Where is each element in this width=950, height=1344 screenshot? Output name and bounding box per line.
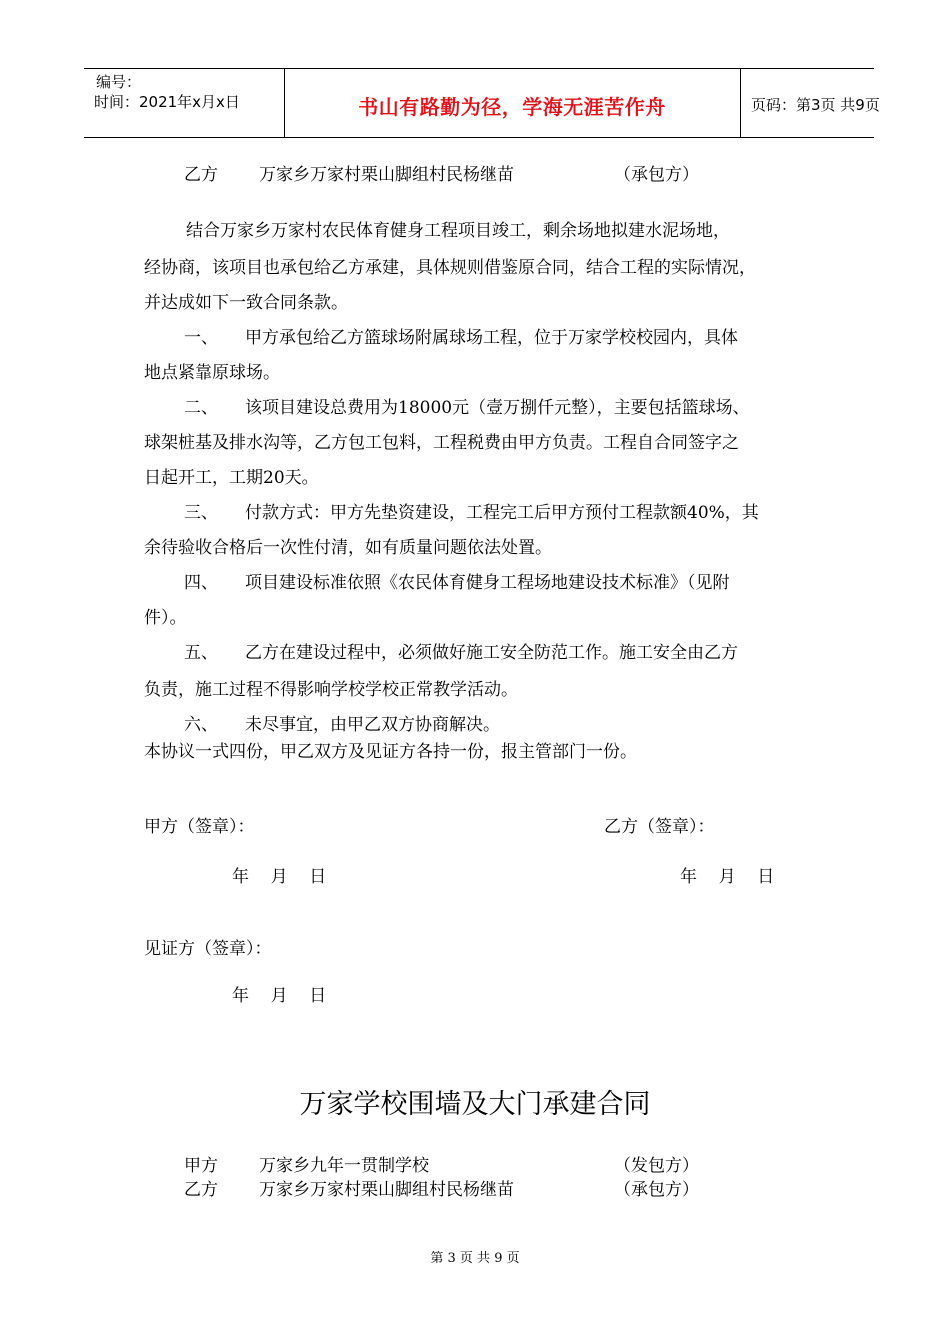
clause-text: 未尽事宜，由甲乙双方协商解决。 (245, 715, 500, 735)
clause-text: 球架桩基及排水沟等，乙方包工包料，工程税费由甲方负责。工程自合同签字之 (144, 433, 739, 453)
party-b-name: 万家乡万家村栗山脚组村民杨继苗 (259, 165, 514, 185)
party-b-role: （承包方） (614, 165, 699, 185)
party-b-signature-label: 乙方（签章）： (604, 817, 715, 837)
clause-text: 负责，施工过程不得影响学校学校正常教学活动。 (144, 680, 518, 700)
clause-number: 一、 (184, 328, 218, 348)
party-b-label: 乙方 (184, 165, 218, 185)
header-motto-cell (284, 69, 741, 137)
party-a-label: 甲方 (184, 1156, 218, 1176)
clause-number: 二、 (184, 398, 218, 418)
page-footer: 第 3 页 共 9 页 (430, 1251, 520, 1266)
header-page-label: 页码：第3页 共9页 (751, 96, 880, 114)
clause-text: 付款方式：甲方先垫资建设，工程完工后甲方预付工程款额40%，其 (245, 503, 759, 523)
clause-number: 六、 (184, 715, 218, 735)
party-a-role: （发包方） (614, 1156, 699, 1176)
header-motto: 书山有路勤为径，学海无涯苦作舟 (358, 95, 666, 119)
party-a-name: 万家乡九年一贯制学校 (259, 1156, 429, 1176)
party-b-date: 年 月 日 (680, 867, 775, 887)
intro-line: 经协商，该项目也承包给乙方承建，具体规则借鉴原合同，结合工程的实际情况， (144, 258, 756, 278)
party-a-signature-label: 甲方（签章）： (144, 817, 255, 837)
page-header (84, 68, 880, 138)
clause-number: 四、 (184, 573, 218, 593)
party-a-date: 年 月 日 (232, 867, 327, 887)
witness-date: 年 月 日 (232, 986, 327, 1006)
contract-title: 万家学校围墙及大门承建合同 (299, 1089, 651, 1120)
clause-text: 件）。 (144, 608, 187, 628)
copies-note: 本协议一式四份，甲乙双方及见证方各持一份，报主管部门一份。 (144, 742, 637, 762)
clause-number: 五、 (184, 643, 218, 663)
header-info-cell (84, 69, 285, 137)
clause-text: 甲方承包给乙方篮球场附属球场工程，位于万家学校校园内，具体 (245, 328, 738, 348)
clause-text: 余待验收合格后一次性付清，如有质量问题依法处置。 (144, 538, 552, 558)
party-b-role: （承包方） (614, 1180, 699, 1200)
clause-text: 项目建设标准依照《农民体育健身工程场地建设技术标准》（见附 (245, 573, 730, 593)
clause-text: 地点紧靠原球场。 (144, 363, 280, 383)
party-b-name: 万家乡万家村栗山脚组村民杨继苗 (259, 1180, 514, 1200)
intro-line: 结合万家乡万家村农民体育健身工程项目竣工，剩余场地拟建水泥场地， (186, 221, 730, 241)
header-page-cell (741, 69, 880, 137)
doc-number-label: 编号： (96, 73, 142, 91)
intro-line: 并达成如下一致合同条款。 (144, 293, 348, 313)
party-b-label: 乙方 (184, 1180, 218, 1200)
clause-text: 该项目建设总费用为18000元（壹万捌仟元整），主要包括篮球场、 (245, 398, 750, 418)
doc-time-label: 时间：2021年x月x日 (94, 93, 240, 111)
clause-number: 三、 (184, 503, 218, 523)
witness-signature-label: 见证方（签章）： (144, 939, 272, 959)
clause-text: 乙方在建设过程中，必须做好施工安全防范工作。施工安全由乙方 (245, 643, 738, 663)
clause-text: 日起开工，工期20天。 (144, 468, 319, 488)
